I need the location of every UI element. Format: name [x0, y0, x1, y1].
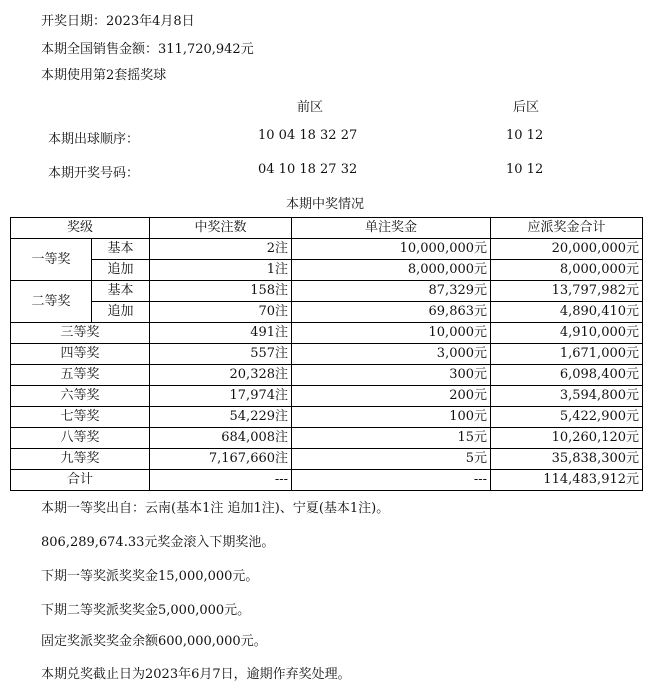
header-total: 应派奖金合计: [491, 218, 643, 239]
first-prize-label: 一等奖: [11, 239, 92, 281]
winner-count: 684,008注: [150, 428, 292, 449]
next-first-prize-note: 下期一等奖派奖奖金15,000,000元。: [41, 569, 259, 584]
header-count: 中奖注数: [150, 218, 292, 239]
total-prize: 1,671,000元: [491, 344, 643, 365]
prize-level: 三等奖: [11, 323, 150, 344]
prize-level: 四等奖: [11, 344, 150, 365]
draw-order-front: 10 04 18 32 27: [258, 128, 358, 143]
single-prize: 8,000,000元: [292, 260, 491, 281]
winning-numbers-label: 本期开奖号码：: [48, 166, 140, 181]
total-prize: 4,910,000元: [491, 323, 643, 344]
single-prize: 10,000元: [292, 323, 491, 344]
table-row: [11, 239, 643, 260]
prize-level: 八等奖: [11, 428, 150, 449]
table-row: [11, 323, 643, 344]
total-prize: 3,594,800元: [491, 386, 643, 407]
single-prize: 3,000元: [292, 344, 491, 365]
table-row: [11, 365, 643, 386]
single-prize: 100元: [292, 407, 491, 428]
prize-table: [10, 217, 643, 491]
second-prize-label: 二等奖: [11, 281, 92, 323]
total-prize: 20,000,000元: [491, 239, 643, 260]
draw-date: 开奖日期：2023年4月8日: [41, 14, 195, 29]
sales-amount: 本期全国销售金额：311,720,942元: [41, 42, 254, 57]
winner-count: 17,974注: [150, 386, 292, 407]
first-prize-origin-note: 本期一等奖出自：云南(基本1注 追加1注)、宁夏(基本1注)。: [41, 501, 390, 516]
total-prize: 13,797,982元: [491, 281, 643, 302]
sum-label: 合计: [11, 470, 150, 491]
table-row: [11, 407, 643, 428]
single-prize: 300元: [292, 365, 491, 386]
table-row: [11, 428, 643, 449]
table-sum-row: [11, 470, 643, 491]
total-prize: 6,098,400元: [491, 365, 643, 386]
single-prize: 200元: [292, 386, 491, 407]
winner-count: 158注: [150, 281, 292, 302]
sub-extra-label: 追加: [92, 260, 150, 281]
total-prize: 4,890,410元: [491, 302, 643, 323]
winning-numbers-front: 04 10 18 27 32: [258, 162, 358, 177]
header-level: 奖级: [11, 218, 150, 239]
front-zone-label: 前区: [297, 100, 324, 115]
single-prize: 69,863元: [292, 302, 491, 323]
table-header-row: [11, 218, 643, 239]
winner-count: 1注: [150, 260, 292, 281]
prize-level: 七等奖: [11, 407, 150, 428]
redemption-deadline-note: 本期兑奖截止日为2023年6月7日，逾期作弃奖处理。: [41, 667, 351, 682]
sum-total: 114,483,912元: [491, 470, 643, 491]
prize-level: 五等奖: [11, 365, 150, 386]
table-row: [11, 302, 643, 323]
table-row: [11, 344, 643, 365]
next-second-prize-note: 下期二等奖派奖奖金5,000,000元。: [41, 603, 251, 618]
sum-count: ---: [150, 470, 292, 491]
single-prize: 10,000,000元: [292, 239, 491, 260]
winner-count: 7,167,660注: [150, 449, 292, 470]
table-row: [11, 386, 643, 407]
header-single: 单注奖金: [292, 218, 491, 239]
sum-single: ---: [292, 470, 491, 491]
prize-level: 六等奖: [11, 386, 150, 407]
winner-count: 557注: [150, 344, 292, 365]
draw-order-label: 本期出球顺序：: [48, 132, 140, 147]
winner-count: 491注: [150, 323, 292, 344]
rollover-note: 806,289,674.33元奖金滚入下期奖池。: [41, 535, 275, 550]
total-prize: 8,000,000元: [491, 260, 643, 281]
ball-set: 本期使用第2套摇奖球: [41, 68, 167, 83]
sub-extra-label: 追加: [92, 302, 150, 323]
table-row: [11, 260, 643, 281]
table-row: [11, 449, 643, 470]
prize-table-caption: 本期中奖情况: [285, 197, 364, 212]
total-prize: 35,838,300元: [491, 449, 643, 470]
winner-count: 2注: [150, 239, 292, 260]
sub-basic-label: 基本: [92, 281, 150, 302]
single-prize: 5元: [292, 449, 491, 470]
prize-level: 九等奖: [11, 449, 150, 470]
draw-order-back: 10 12: [506, 128, 544, 143]
winner-count: 70注: [150, 302, 292, 323]
fixed-prize-balance-note: 固定奖派奖奖金余额600,000,000元。: [41, 634, 267, 649]
back-zone-label: 后区: [513, 100, 540, 115]
winning-numbers-back: 10 12: [506, 162, 544, 177]
winner-count: 54,229注: [150, 407, 292, 428]
single-prize: 87,329元: [292, 281, 491, 302]
sub-basic-label: 基本: [92, 239, 150, 260]
single-prize: 15元: [292, 428, 491, 449]
total-prize: 10,260,120元: [491, 428, 643, 449]
table-row: [11, 281, 643, 302]
total-prize: 5,422,900元: [491, 407, 643, 428]
winner-count: 20,328注: [150, 365, 292, 386]
